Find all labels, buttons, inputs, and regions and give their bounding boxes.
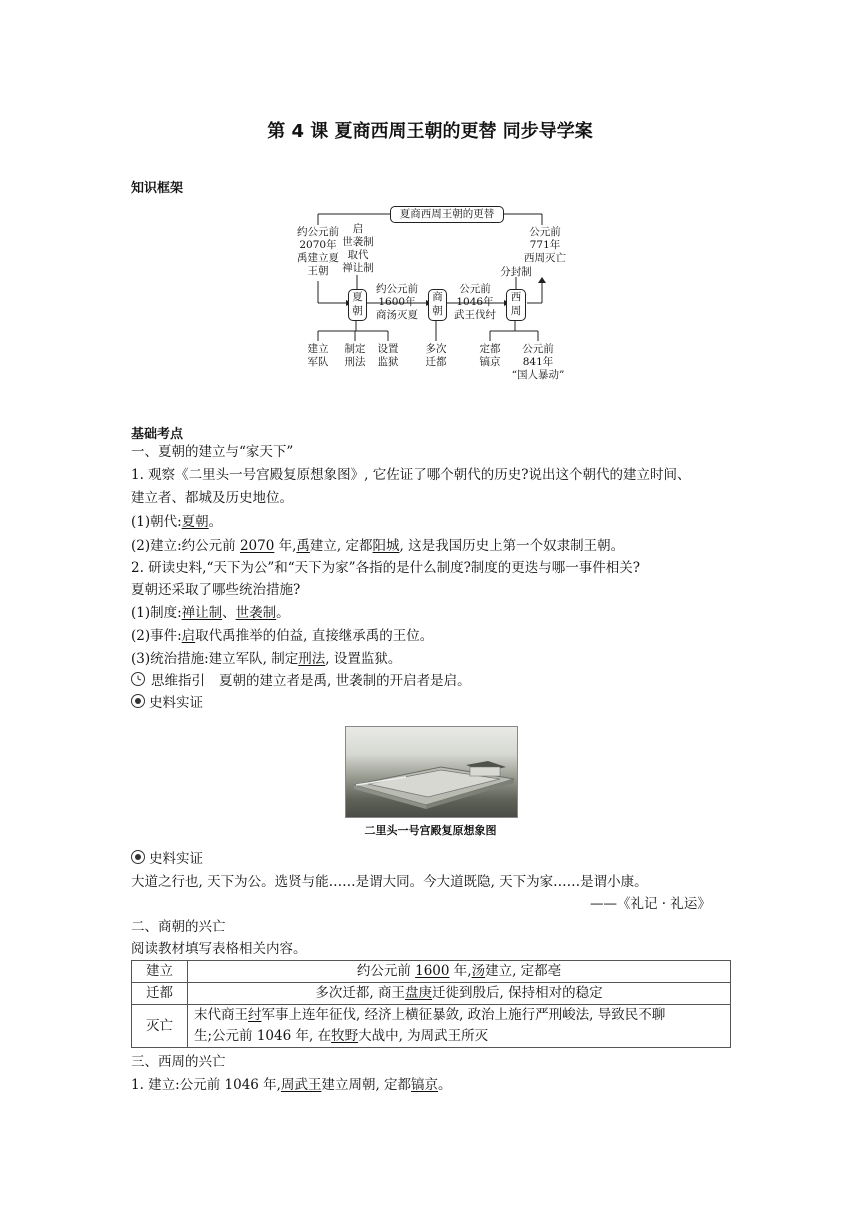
answer-blank: 刑法	[298, 651, 326, 667]
answer-blank: 世袭制	[235, 605, 277, 621]
table-row	[132, 983, 731, 1005]
quote-source: ——《礼记 · 礼运》	[590, 896, 711, 912]
evidence-label-2: 史料实证	[131, 849, 203, 870]
diagram-shang-child-move: 多次 迁都	[425, 343, 447, 368]
diagram-right-note: 公元前 771年 西周灭亡	[524, 226, 566, 264]
answer1-founding: (2)建立:约公元前 2070 年,禹建立, 定都阳城, 这是我国历史上第一个奴隶制王朝。	[131, 538, 625, 554]
diagram-mid1-note: 约公元前 1600年 商汤灭夏	[376, 283, 418, 321]
zhou-founding: 1. 建立:公元前 1046 年,周武王建立周朝, 定都镐京。	[131, 1077, 452, 1093]
answer-blank: 牧野	[331, 1028, 359, 1044]
answer-blank: 阳城	[372, 538, 400, 554]
diagram-fenfeng-note: 分封制	[500, 266, 532, 278]
row-label: 灭亡	[132, 1005, 188, 1048]
diagram-node-xizhou: 西 周	[506, 289, 526, 321]
diagram-mid2-note: 公元前 1046年 武王伐纣	[454, 283, 496, 321]
shang-table	[131, 960, 731, 1048]
target-dot-icon	[131, 694, 145, 708]
photo-caption: 二里头一号宫殿复原想象图	[364, 824, 497, 837]
question1-line1: 1. 观察《二里头一号宫殿复原想象图》, 它佐证了哪个朝代的历史?说出这个朝代的建立时间、	[131, 467, 691, 483]
framework-heading: 知识框架	[131, 181, 184, 196]
evidence-label-1: 史料实证	[131, 693, 203, 714]
row-content: 多次迁都, 商王盘庚迁徙到殷后, 保持相对的稳定	[188, 983, 731, 1005]
diagram-zhou-child-revolt: 公元前 841年 “国人暴动”	[511, 343, 565, 381]
answer2-system: (1)制度:禅让制、世袭制。	[131, 605, 290, 621]
target-dot-icon	[131, 850, 145, 864]
page-title: 第 4 课 夏商西周王朝的更替 同步导学案	[267, 121, 593, 142]
palace-illustration	[346, 727, 517, 817]
diagram-qi-note: 启 世袭制 取代 禅让制	[342, 223, 374, 274]
answer2-measures: (3)统治措施:建立军队, 制定刑法, 设置监狱。	[131, 651, 402, 667]
question1-line2: 建立者、都城及历史地位。	[131, 490, 293, 506]
answer2-event: (2)事件:启取代禹推举的伯益, 直接继承禹的王位。	[131, 628, 434, 644]
answer-blank: 启	[181, 628, 196, 644]
answer-blank: 镐京	[411, 1077, 439, 1093]
answer-blank: 盘庚	[405, 985, 432, 1001]
answer-blank: 汤	[471, 963, 486, 979]
thinking-tip: 思维指引 夏朝的建立者是禹, 世袭制的开启者是启。	[131, 671, 471, 692]
basics-heading: 基础考点	[131, 427, 184, 442]
answer-blank: 2070	[239, 538, 275, 554]
row-label: 迁都	[132, 983, 188, 1005]
row-content: 约公元前 1600 年,汤建立, 定都亳	[188, 961, 731, 983]
table-row	[132, 961, 731, 983]
answer-blank: 周武王	[280, 1077, 322, 1093]
section3-heading: 三、西周的兴亡	[131, 1054, 226, 1070]
answer-blank: 夏朝	[181, 514, 209, 530]
diagram-left-note: 约公元前 2070年 禹建立夏 王朝	[297, 226, 339, 277]
diagram-xia-child-prison: 设置 监狱	[377, 343, 399, 368]
diagram-zhou-child-capital: 定都 镐京	[479, 343, 501, 368]
question2-line2: 夏朝还采取了哪些统治措施?	[131, 582, 301, 598]
knowledge-diagram	[290, 203, 590, 388]
row-label: 建立	[132, 961, 188, 983]
answer-blank: 1600	[415, 963, 450, 979]
diagram-node-xia: 夏 朝	[348, 289, 367, 321]
answer-blank: 禹	[296, 538, 310, 554]
clock-icon	[131, 672, 145, 686]
diagram-top-box: 夏商西周王朝的更替	[390, 206, 504, 223]
quote-text: 大道之行也, 天下为公。选贤与能……是谓大同。今大道既隐, 天下为家……是谓小康。	[131, 874, 648, 890]
table-row	[132, 1005, 731, 1048]
section1-heading: 一、夏朝的建立与“家天下”	[131, 444, 294, 460]
diagram-node-shang: 商 朝	[428, 289, 447, 321]
answer1-dynasty: (1)朝代:夏朝。	[131, 514, 223, 530]
question2-line1: 2. 研读史料,“天下为公”和“天下为家”各指的是什么制度?制度的更迭与哪一事件相关?	[131, 560, 641, 576]
diagram-xia-child-army: 建立 军队	[307, 343, 329, 368]
answer-blank: 禅让制	[181, 605, 223, 621]
row-content: 末代商王纣军事上连年征伐, 经济上横征暴敛, 政治上施行严刑峻法, 导致民不聊 生;公元前 1046 年, 在牧野大战中, 为周武王所灭	[188, 1005, 731, 1048]
diagram-xia-child-law: 制定 刑法	[344, 343, 366, 368]
erlitou-palace-image	[345, 726, 518, 818]
section2-heading: 二、商朝的兴亡	[131, 919, 226, 935]
answer-blank: 纣	[248, 1007, 262, 1023]
section2-intro: 阅读教材填写表格相关内容。	[131, 941, 307, 957]
